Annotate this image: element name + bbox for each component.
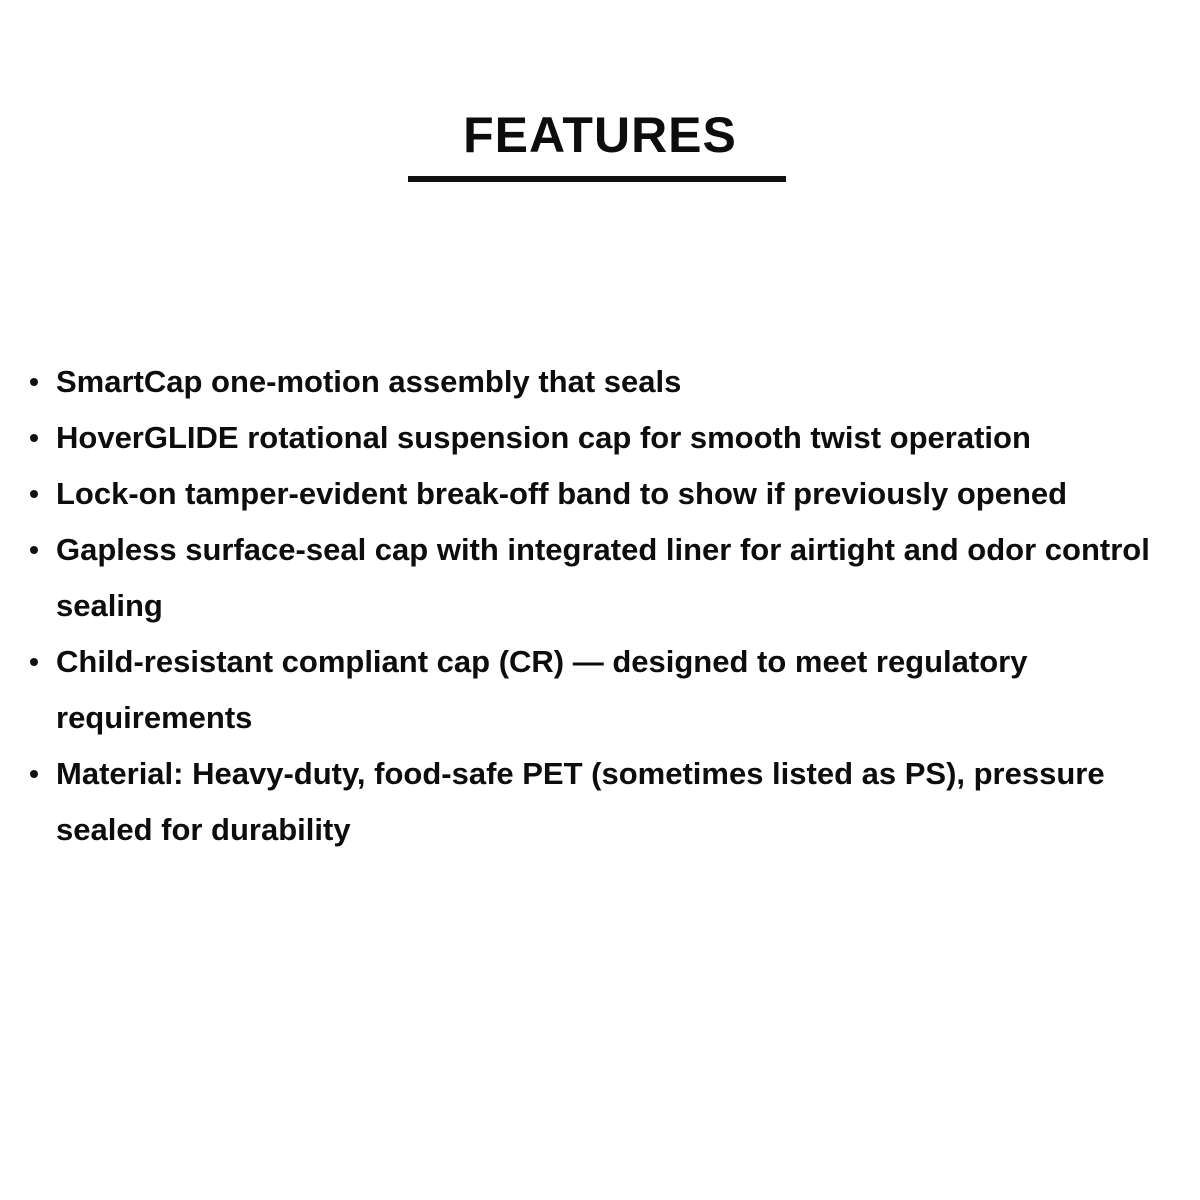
bullet-icon <box>30 490 38 498</box>
heading-section <box>0 0 1200 182</box>
feature-item <box>30 634 1180 746</box>
feature-text: Lock-on tamper-evident break-off band to show if previously opened <box>56 476 1068 511</box>
feature-item <box>30 522 1180 634</box>
feature-item <box>30 466 1180 522</box>
bullet-icon <box>30 378 38 386</box>
bullet-icon <box>30 658 38 666</box>
feature-item <box>30 746 1180 858</box>
feature-item <box>30 354 1180 410</box>
feature-text: Gapless surface-seal cap with integrated liner for airtight and odor control sealing <box>56 532 1150 623</box>
feature-text: Material: Heavy-duty, food-safe PET (sometimes listed as PS), pressure sealed for durability <box>56 756 1105 847</box>
feature-text: Child-resistant compliant cap (CR) — designed to meet regulatory requirements <box>56 644 1028 735</box>
feature-text: HoverGLIDE rotational suspension cap for smooth twist operation <box>56 420 1031 455</box>
feature-item <box>30 410 1180 466</box>
title-underline <box>408 176 786 182</box>
bullet-icon <box>30 770 38 778</box>
page-title: FEATURES <box>463 107 737 163</box>
features-list <box>0 354 1200 858</box>
bullet-icon <box>30 434 38 442</box>
bullet-icon <box>30 546 38 554</box>
feature-text: SmartCap one-motion assembly that seals <box>56 364 682 399</box>
